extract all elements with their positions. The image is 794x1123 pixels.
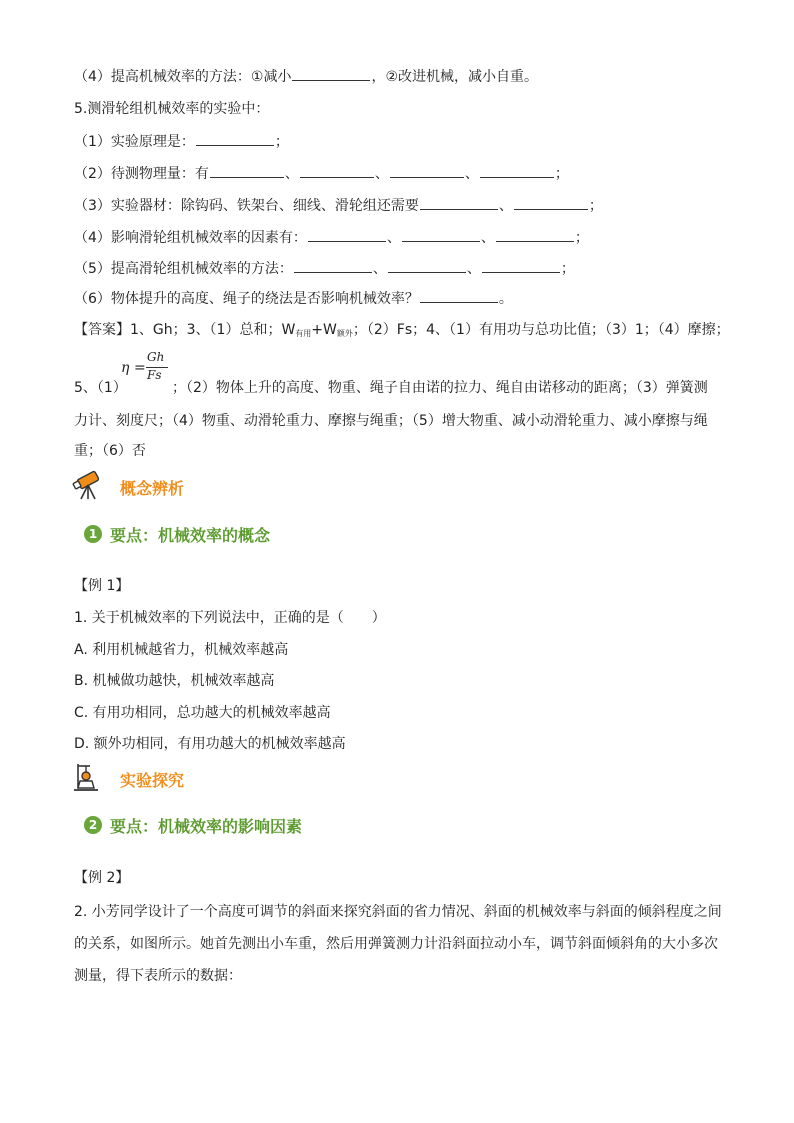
example-2-line-1 <box>74 902 722 922</box>
text-line-5-2 <box>74 163 569 184</box>
subscript: 有用 <box>295 329 312 338</box>
answer-blank[interactable] <box>496 227 574 242</box>
option-text: B. 机械做功越快，机械效率越高 <box>74 673 275 689</box>
text: 、 <box>498 198 513 214</box>
text-line-4 <box>74 66 538 87</box>
answer-blank[interactable] <box>420 195 498 210</box>
option-text: C. 有用功相同，总功越大的机械效率越高 <box>74 705 331 721</box>
text-line-5 <box>74 99 269 119</box>
text: 【例 1】 <box>74 578 130 594</box>
text: 、 <box>464 166 479 182</box>
telescope-icon <box>72 468 106 502</box>
text: 、 <box>284 166 299 182</box>
text-line-5-4 <box>74 227 589 248</box>
text: （4）提高机械效率的方法：①减小 <box>74 69 292 85</box>
text: 、 <box>372 261 387 277</box>
answer-blank[interactable] <box>308 227 386 242</box>
answer-blank[interactable] <box>390 163 464 178</box>
answer-line-1 <box>74 320 730 344</box>
answer-line-2-prefix <box>74 378 127 398</box>
numerator: Gh <box>147 350 165 364</box>
text-line-5-5 <box>74 258 575 279</box>
answer-blank[interactable] <box>402 227 480 242</box>
answer-blank[interactable] <box>292 66 370 81</box>
key-point-title: 要点：机械效率的概念 <box>110 526 271 545</box>
lab-stand-icon <box>72 760 106 794</box>
text: ； <box>588 198 603 214</box>
text: （2）待测物理量：有 <box>74 166 209 182</box>
option-b[interactable] <box>74 671 275 691</box>
option-text: D. 额外功相同，有用功越大的机械效率越高 <box>74 736 346 752</box>
text: +W <box>311 322 337 338</box>
text: ； <box>274 134 289 150</box>
text: 【答案】1、Gh；3、（1）总和；W <box>74 322 296 338</box>
answer-blank[interactable] <box>420 288 498 303</box>
text: ； <box>574 230 589 246</box>
text: 5.测滑轮组机械效率的实验中： <box>74 101 270 117</box>
text: ，②改进机械，减小自重。 <box>371 69 539 85</box>
section-title: 概念辨析 <box>120 479 185 498</box>
key-point-title: 要点：机械效率的影响因素 <box>110 817 303 836</box>
text: ；（2）Fs；4、（1）有用功与总功比值；（3）1；（4）摩擦； <box>352 322 730 338</box>
answer-line-2-rest <box>172 378 708 398</box>
equals-sign: = <box>134 360 146 376</box>
option-a[interactable] <box>74 640 288 660</box>
text: 1. 关于机械效率的下列说法中，正确的是（ ） <box>74 610 386 626</box>
answer-line-4 <box>74 441 146 461</box>
text: 2. 小芳同学设计了一个高度可调节的斜面来探究斜面的省力情况、斜面的机械效率与斜面的倾斜程度之间 <box>74 904 722 920</box>
text: 测量，得下表所示的数据： <box>74 968 242 984</box>
answer-line-3 <box>74 411 708 431</box>
text: （1）实验原理是： <box>74 134 195 150</box>
text: ； <box>560 261 575 277</box>
subscript: 额外 <box>336 329 353 338</box>
answer-blank[interactable] <box>480 163 554 178</box>
eta-symbol: η <box>121 360 130 376</box>
example-2-label <box>74 868 129 888</box>
example-1-question <box>74 608 386 628</box>
text: ；（2）物体上升的高度、物重、绳子自由诺的拉力、绳自由诺移动的距离；（3）弹簧测 <box>172 380 708 396</box>
text: 、 <box>480 230 495 246</box>
section-title: 实验探究 <box>120 771 185 790</box>
text: ； <box>554 166 569 182</box>
example-2-line-2 <box>74 934 718 954</box>
text-line-5-6 <box>74 288 513 309</box>
answer-blank[interactable] <box>300 163 374 178</box>
answer-blank[interactable] <box>482 258 560 273</box>
text: 力计、刻度尺；（4）物重、动滑轮重力、摩擦与绳重；（5）增大物重、减小动滑轮重力、减小摩擦与绳 <box>74 413 708 429</box>
text-line-5-3 <box>74 195 603 216</box>
answer-blank[interactable] <box>210 163 284 178</box>
text: 的关系，如图所示。她首先测出小车重，然后用弹簧测力计沿斜面拉动小车，调节斜面倾斜角的大小多次 <box>74 936 718 952</box>
text: 5、（1） <box>74 380 127 396</box>
answer-blank[interactable] <box>388 258 466 273</box>
number-badge: 1 <box>84 525 102 543</box>
example-1-label <box>74 576 129 596</box>
text: 【例 2】 <box>74 870 130 886</box>
text: 重；（6）否 <box>74 443 146 459</box>
denominator: Fs <box>147 368 162 382</box>
text: （5）提高滑轮组机械效率的方法： <box>74 261 293 277</box>
example-2-line-3 <box>74 966 242 986</box>
text: （3）实验器材：除钩码、铁架台、细线、滑轮组还需要 <box>74 198 419 214</box>
text: 、 <box>386 230 401 246</box>
text: （4）影响滑轮组机械效率的因素有： <box>74 230 307 246</box>
option-d[interactable] <box>74 734 346 754</box>
text: 、 <box>374 166 389 182</box>
answer-blank[interactable] <box>196 131 274 146</box>
text: 、 <box>466 261 481 277</box>
text: （6）物体提升的高度、绳子的绕法是否影响机械效率？ <box>74 291 419 307</box>
number-badge: 2 <box>84 816 102 834</box>
text: 。 <box>498 291 513 307</box>
option-c[interactable] <box>74 703 331 723</box>
answer-blank[interactable] <box>514 195 588 210</box>
text-line-5-1 <box>74 131 289 152</box>
answer-blank[interactable] <box>294 258 372 273</box>
option-text: A. 利用机械越省力，机械效率越高 <box>74 642 289 658</box>
